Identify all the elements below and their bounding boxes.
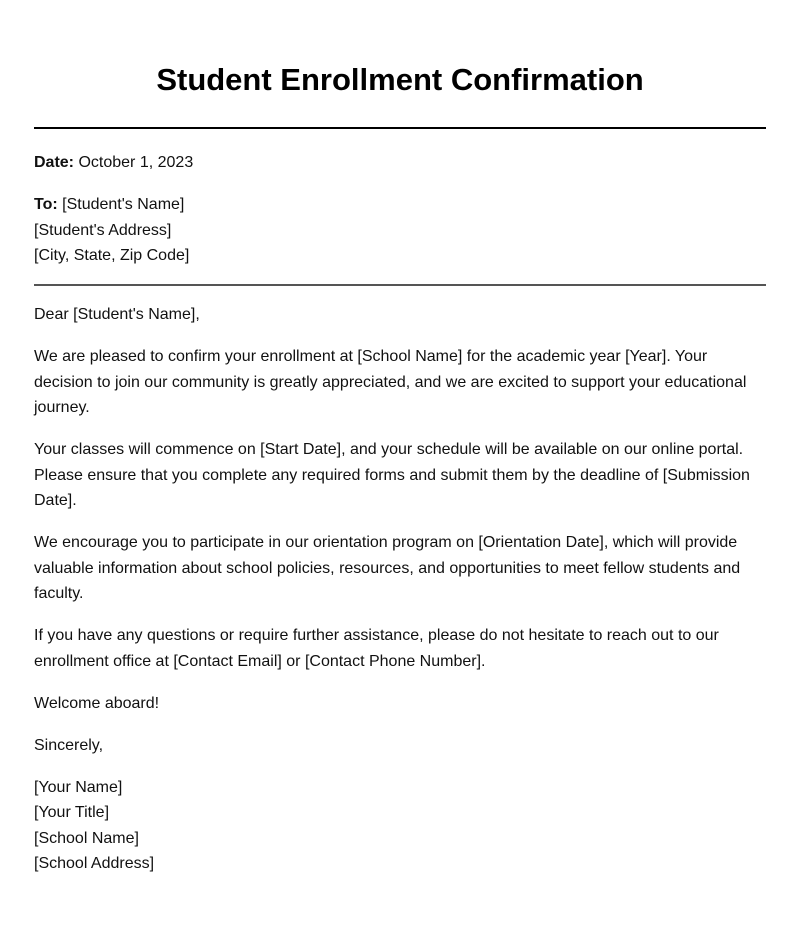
signature-block bbox=[34, 775, 766, 877]
signature-title: [Your Title] bbox=[34, 804, 110, 821]
to-label: To: bbox=[34, 196, 58, 213]
paragraph-contact: If you have any questions or require further assistance, please do not hesitate to reach out to our enrollment office at [Contact Email] or [Contact Phone Number]. bbox=[34, 627, 719, 670]
recipient-block bbox=[34, 192, 766, 269]
header-divider bbox=[34, 284, 766, 286]
paragraph-orientation: We encourage you to participate in our orientation program on [Orientation Date], which will provide valuable information about school policies, resources, and opportunities to meet fellow students and faculty. bbox=[34, 534, 741, 602]
paragraph-welcome: Welcome aboard! bbox=[34, 694, 160, 712]
signature-address: [School Address] bbox=[34, 855, 155, 872]
title-divider bbox=[34, 127, 766, 129]
letter-body bbox=[34, 302, 766, 877]
recipient-address: [Student's Address] bbox=[34, 221, 172, 239]
signature-name: [Your Name] bbox=[34, 778, 123, 796]
date-value: October 1, 2023 bbox=[78, 154, 194, 171]
paragraph-classes: Your classes will commence on [Start Date], and your schedule will be available on our online portal. Please ensure that you complete any required forms and submit them by the deadline of [Submission Date]. bbox=[34, 441, 750, 509]
recipient-city-line: [City, State, Zip Code] bbox=[34, 247, 190, 264]
salutation: Dear [Student's Name], bbox=[34, 306, 200, 323]
date-line bbox=[34, 150, 766, 176]
date-label: Date: bbox=[34, 154, 75, 171]
page-title: Student Enrollment Confirmation bbox=[156, 62, 644, 97]
paragraph-enrollment: We are pleased to confirm your enrollment at [School Name] for the academic year [Year]. Your decision to join our community is greatly appreciated, and we are excited to support your educational journey. bbox=[34, 348, 747, 416]
recipient-name-line bbox=[34, 192, 766, 218]
closing: Sincerely, bbox=[34, 736, 104, 754]
recipient-name: [Student's Name] bbox=[62, 196, 185, 213]
signature-school: [School Name] bbox=[34, 829, 139, 847]
